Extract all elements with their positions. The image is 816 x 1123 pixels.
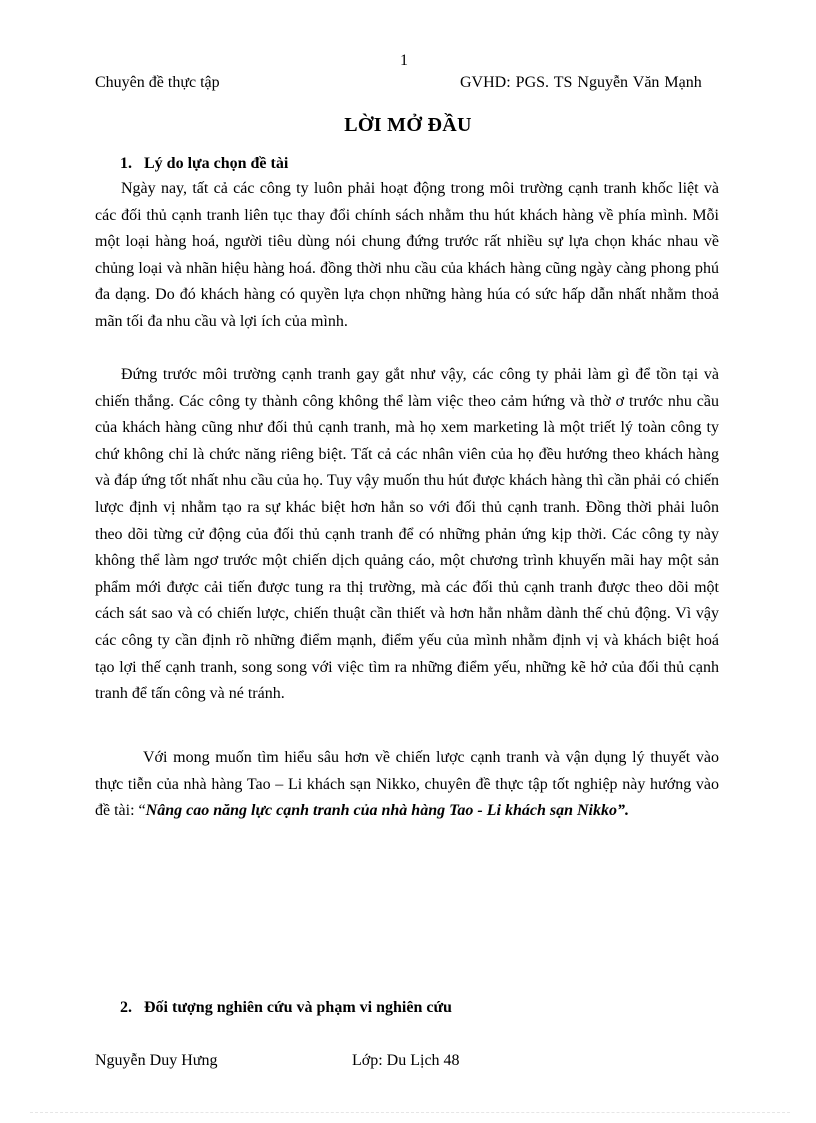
section-heading-2 <box>120 999 452 1017</box>
paragraph-1: Ngày nay, tất cả các công ty luôn phải hoạt động trong môi trường cạnh tranh khốc liệt và các đối thủ cạnh tranh liên tục thay đổi chính sách nhằm thu hút khách hàng về phía mình. Mỗi một loại hàng hoá, người tiêu dùng nói chung đứng trước rất nhiều sự lựa chọn khác nhau về chủng loại và nhãn hiệu hàng hoá. đồng thời nhu cầu của khách hàng cũng ngày càng phong phú đa dạng. Do đó khách hàng có quyền lựa chọn những hàng húa có sức hấp dẫn nhất nhằm thoả mãn tối đa nhu cầu và lợi ích của mình. <box>95 180 719 330</box>
footer-author: Nguyễn Duy Hưng <box>95 1052 218 1069</box>
header-right-text: GVHD: PGS. TS Nguyễn Văn Mạnh <box>460 74 702 91</box>
page-bottom-divider <box>30 1112 790 1113</box>
page-number: 1 <box>400 52 408 69</box>
paragraph-3-lead: Với mong muốn tìm hiểu sâu hơn về chiến lược cạnh tranh và vận dụng lý thuyết vào thực tiễn của nhà hàng Tao – Li khách sạn Nikko, chuyên đề thực tập tốt nghiệp này hướng vào đề tài: “ <box>95 749 719 820</box>
thesis-topic: Nâng cao năng lực cạnh tranh của nhà hàng Tao - Li khách sạn Nikko <box>145 802 617 820</box>
section-title: Lý do lựa chọn đề tài <box>144 155 289 172</box>
section-heading-1 <box>120 155 288 173</box>
document-title: LỜI MỞ ĐẦU <box>344 114 472 136</box>
paragraph-3-end: ”. <box>616 802 629 820</box>
paragraph-2: Đứng trước môi trường cạnh tranh gay gắt như vậy, các công ty phải làm gì để tồn tại và chiến thắng. Các công ty thành công không thể làm việc theo cảm hứng và thờ ơ trước nhu cầu của khách hàng cũng như đối thủ cạnh tranh, mà họ xem marketing là một triết lý toàn công ty chứ không chỉ là chức năng riêng biệt. Tất cả các nhân viên của họ đều hướng theo khách hàng và đáp ứng tốt nhất nhu cầu của họ. Tuy vậy muốn thu hút được khách hàng thì cần phải có chiến lược định vị nhằm tạo ra sự khác biệt hơn hẳn so với đối thủ cạnh tranh. Đồng thời phải luôn theo dõi từng cử động của đối thủ cạnh tranh để có những phản ứng kịp thời. Các công ty này không thể làm ngơ trước một chiến dịch quảng cáo, một chương trình khuyến mãi hay một sản phẩm mới được cải tiến được tung ra thị trường, mà các đối thủ cạnh tranh được theo dõi một cách sát sao và có chiến lược, chiến thuật cần thiết và hơn hẳn nhằm dành thế chủ động. Vì vậy các công ty cần định rõ những điểm mạnh, điểm yếu của mình nhằm định vị và khách biệt hoá tạo lợi thế cạnh tranh, song song với việc tìm ra những điểm yếu, những kẽ hở của đối thủ cạnh tranh để tấn công và né tránh. <box>95 366 719 703</box>
paragraph-3 <box>95 745 719 825</box>
section-title: Đối tượng nghiên cứu và phạm vi nghiên cứu <box>144 999 452 1016</box>
footer-class: Lớp: Du Lịch 48 <box>352 1052 460 1069</box>
section-number: 2. <box>120 999 132 1016</box>
header-left-text: Chuyên đề thực tập <box>95 74 220 91</box>
section-number: 1. <box>120 155 132 172</box>
